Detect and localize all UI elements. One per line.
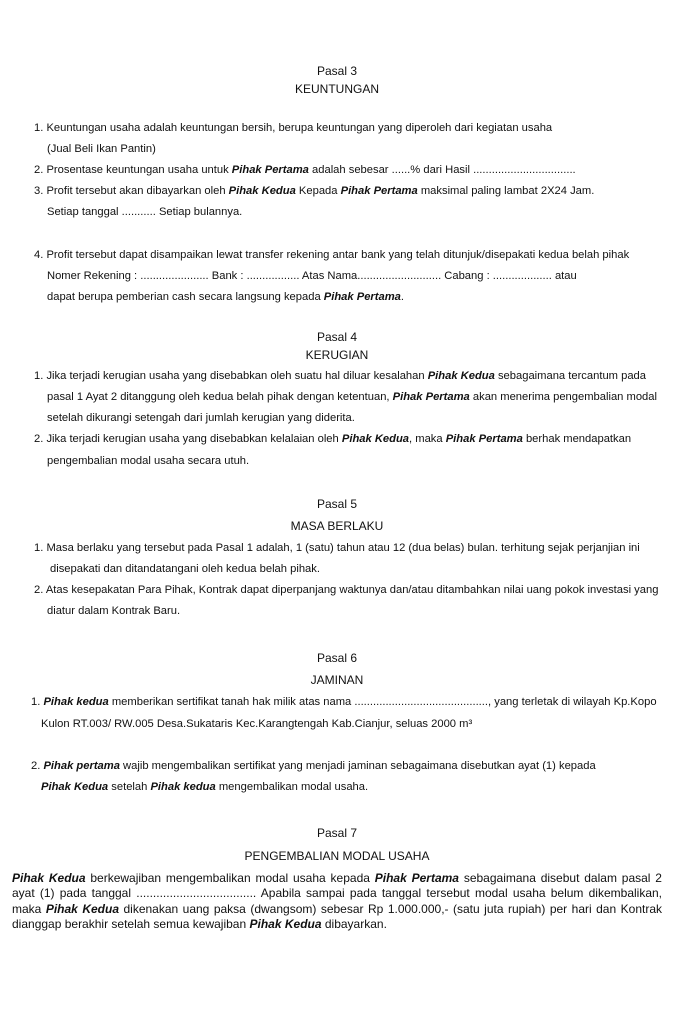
pasal-3-title: Pasal 3	[316, 64, 358, 78]
pasal-5-heading: MASA BERLAKU	[290, 519, 384, 533]
pasal-3-item-4-account: Nomer Rekening : ...................... Bank : ................. Atas Nama........................... Cabang : ................... atau	[47, 270, 577, 282]
pasal-6-item-2: 2. Pihak pertama wajib mengembalikan sertifikat yang menjadi jaminan sebagaimana disebutkan ayat (1) kepada	[31, 760, 596, 772]
pasal-4-item-1: 1. Jika terjadi kerugian usaha yang disebabkan oleh suatu hal diluar kesalahan Pihak Kedua sebagaimana tercantum pada	[34, 370, 646, 382]
pasal-5-item-2-cont: diatur dalam Kontrak Baru.	[47, 605, 181, 617]
pasal-5-item-2: 2. Atas kesepakatan Para Pihak, Kontrak dapat diperpanjang waktunya dan/atau ditambahkan nilai uang pokok investasi yang	[34, 584, 659, 596]
pasal-3-item-4-cash: dapat berupa pemberian cash secara langsung kepada Pihak Pertama.	[47, 291, 405, 303]
pasal-3-item-4: 4. Profit tersebut dapat disampaikan lewat transfer rekening antar bank yang telah ditunjuk/disepakati kedua belah pihak	[34, 249, 630, 261]
pasal-6-item-1-cont: Kulon RT.003/ RW.005 Desa.Sukataris Kec.Karangtengah Kab.Cianjur, seluas 2000 m³	[41, 718, 473, 730]
pasal-4-item-2: 2. Jika terjadi kerugian usaha yang disebabkan kelalaian oleh Pihak Kedua, maka Pihak Pertama berhak mendapatkan	[34, 433, 632, 445]
pasal-7-heading: PENGEMBALIAN MODAL USAHA	[244, 849, 430, 863]
pasal-7-title: Pasal 7	[316, 826, 358, 840]
pasal-3-item-1-cont: (Jual Beli Ikan Pantin)	[47, 143, 156, 155]
pasal-4-title: Pasal 4	[316, 330, 358, 344]
pasal-3-item-3: 3. Profit tersebut akan dibayarkan oleh Pihak Kedua Kepada Pihak Pertama maksimal paling lambat 2X24 Jam.	[34, 185, 595, 197]
pasal-6-item-2-cont: Pihak Kedua setelah Pihak kedua mengembalikan modal usaha.	[41, 781, 369, 793]
pasal-3-item-3-cont: Setiap tanggal ........... Setiap bulannya.	[47, 206, 243, 218]
pasal-4-heading: KERUGIAN	[305, 348, 369, 362]
pasal-4-item-1-cont-2: setelah dikurangi setengah dari jumlah kerugian yang diderita.	[47, 412, 355, 424]
pasal-3-heading: KEUNTUNGAN	[294, 82, 379, 96]
pasal-6-title: Pasal 6	[316, 651, 358, 665]
pasal-4-item-2-cont: pengembalian modal usaha secara utuh.	[47, 455, 250, 467]
pasal-5-title: Pasal 5	[316, 497, 358, 511]
pasal-6-heading: JAMINAN	[310, 673, 364, 687]
pasal-5-item-1: 1. Masa berlaku yang tersebut pada Pasal 1 adalah, 1 (satu) tahun atau 12 (dua belas) bulan. terhitung sejak perjanjian ini	[34, 542, 640, 554]
pasal-7-paragraph: Pihak Kedua berkewajiban mengembalikan modal usaha kepada Pihak Pertama sebagaimana disebut dalam pasal 2 ayat (1) pada tanggal .................................... Apabila sampai pada tanggal tersebut modal usaha belum dikembalikan, maka Pihak Kedua dikenakan uang paksa (dwangsom) sebesar Rp 1.000.000,- (satu juta rupiah) per hari dan Kontrak dianggap berakhir setelah semua kewajiban Pihak Kedua dibayarkan.	[12, 871, 662, 931]
pasal-4-item-1-cont: pasal 1 Ayat 2 ditanggung oleh kedua belah pihak dengan ketentuan, Pihak Pertama akan menerima pengembalian modal	[47, 391, 657, 403]
pasal-3-item-2: 2. Prosentase keuntungan usaha untuk Pihak Pertama adalah sebesar ......% dari Hasil .................................	[34, 164, 576, 176]
pasal-6-item-1: 1. Pihak kedua memberikan sertifikat tanah hak milik atas nama ..........................................., yang terletak di wilayah Kp.Kopo	[31, 696, 657, 708]
pasal-5-item-1-cont: disepakati dan ditandatangani oleh kedua belah pihak.	[50, 563, 320, 575]
pasal-3-item-1: 1. Keuntungan usaha adalah keuntungan bersih, berupa keuntungan yang diperoleh dari kegiatan usaha	[34, 122, 553, 134]
